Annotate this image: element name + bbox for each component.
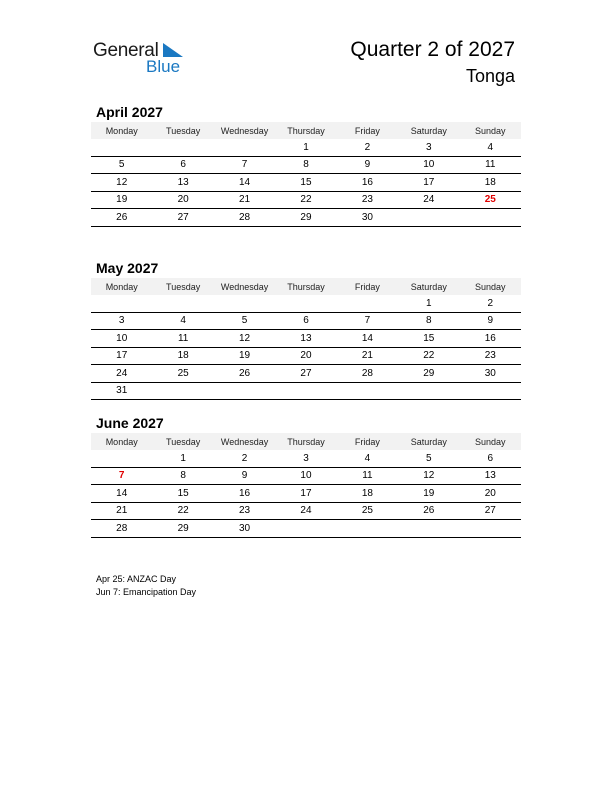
week-row	[91, 174, 521, 192]
week-row	[91, 502, 521, 520]
holiday-day-cell: 7	[91, 467, 152, 485]
day-cell: 29	[275, 209, 336, 227]
week-row	[91, 450, 521, 467]
day-cell: 10	[91, 330, 152, 348]
holiday-notes	[96, 573, 196, 599]
day-cell: 18	[460, 174, 521, 192]
empty-day-cell	[460, 520, 521, 538]
day-cell: 17	[398, 174, 459, 192]
weekday-header: Tuesday	[152, 122, 213, 139]
day-cell: 1	[275, 139, 336, 156]
day-cell: 26	[398, 502, 459, 520]
day-cell: 13	[152, 174, 213, 192]
empty-day-cell	[460, 382, 521, 400]
day-cell: 2	[337, 139, 398, 156]
weekday-header: Saturday	[398, 433, 459, 450]
day-cell: 13	[275, 330, 336, 348]
day-cell: 29	[152, 520, 213, 538]
weekday-header-row	[91, 278, 521, 295]
calendar-table	[91, 122, 521, 227]
empty-day-cell	[152, 295, 213, 312]
weekday-header: Saturday	[398, 122, 459, 139]
day-cell: 20	[460, 485, 521, 503]
logo-text-general: General	[93, 40, 159, 61]
week-row	[91, 520, 521, 538]
holiday-note: Jun 7: Emancipation Day	[96, 587, 197, 597]
month-calendar-june	[91, 414, 521, 538]
day-cell: 4	[460, 139, 521, 156]
day-cell: 21	[91, 502, 152, 520]
day-cell: 9	[214, 467, 275, 485]
day-cell: 2	[460, 295, 521, 312]
day-cell: 8	[398, 312, 459, 330]
week-row	[91, 139, 521, 156]
day-cell: 10	[275, 467, 336, 485]
weekday-header: Thursday	[275, 433, 336, 450]
day-cell: 23	[460, 347, 521, 365]
day-cell: 27	[152, 209, 213, 227]
day-cell: 5	[91, 156, 152, 174]
day-cell: 23	[337, 191, 398, 209]
calendar-table	[91, 278, 521, 400]
weekday-header: Wednesday	[214, 278, 275, 295]
week-row	[91, 382, 521, 400]
logo	[93, 40, 193, 80]
week-row	[91, 347, 521, 365]
month-title: April 2027	[96, 104, 163, 120]
day-cell: 24	[398, 191, 459, 209]
day-cell: 12	[214, 330, 275, 348]
day-cell: 21	[214, 191, 275, 209]
day-cell: 11	[152, 330, 213, 348]
week-row	[91, 365, 521, 383]
weekday-header: Monday	[91, 278, 152, 295]
day-cell: 6	[275, 312, 336, 330]
day-cell: 30	[460, 365, 521, 383]
day-cell: 28	[337, 365, 398, 383]
empty-day-cell	[398, 209, 459, 227]
day-cell: 3	[275, 450, 336, 467]
day-cell: 22	[152, 502, 213, 520]
empty-day-cell	[214, 139, 275, 156]
empty-day-cell	[91, 139, 152, 156]
day-cell: 27	[275, 365, 336, 383]
day-cell: 20	[275, 347, 336, 365]
weekday-header: Tuesday	[152, 433, 213, 450]
day-cell: 4	[337, 450, 398, 467]
week-row	[91, 295, 521, 312]
month-calendar-april	[91, 103, 521, 227]
month-title: June 2027	[96, 415, 164, 431]
weekday-header: Wednesday	[214, 433, 275, 450]
day-cell: 6	[152, 156, 213, 174]
day-cell: 2	[214, 450, 275, 467]
empty-day-cell	[398, 520, 459, 538]
day-cell: 25	[152, 365, 213, 383]
day-cell: 22	[398, 347, 459, 365]
day-cell: 30	[214, 520, 275, 538]
calendar-table	[91, 433, 521, 538]
day-cell: 17	[91, 347, 152, 365]
day-cell: 16	[337, 174, 398, 192]
day-cell: 27	[460, 502, 521, 520]
weekday-header: Wednesday	[214, 122, 275, 139]
day-cell: 24	[91, 365, 152, 383]
day-cell: 17	[275, 485, 336, 503]
day-cell: 8	[275, 156, 336, 174]
day-cell: 15	[398, 330, 459, 348]
day-cell: 21	[337, 347, 398, 365]
day-cell: 16	[460, 330, 521, 348]
day-cell: 16	[214, 485, 275, 503]
empty-day-cell	[337, 520, 398, 538]
day-cell: 3	[91, 312, 152, 330]
country-name: Tonga	[465, 66, 515, 86]
day-cell: 15	[275, 174, 336, 192]
empty-day-cell	[398, 382, 459, 400]
day-cell: 18	[337, 485, 398, 503]
day-cell: 28	[214, 209, 275, 227]
day-cell: 4	[152, 312, 213, 330]
day-cell: 25	[337, 502, 398, 520]
empty-day-cell	[275, 382, 336, 400]
day-cell: 1	[152, 450, 213, 467]
logo-text-blue: Blue	[146, 57, 181, 76]
day-cell: 5	[214, 312, 275, 330]
week-row	[91, 191, 521, 209]
day-cell: 24	[275, 502, 336, 520]
empty-day-cell	[214, 295, 275, 312]
day-cell: 26	[214, 365, 275, 383]
weekday-header: Sunday	[460, 278, 521, 295]
day-cell: 28	[91, 520, 152, 538]
day-cell: 9	[337, 156, 398, 174]
day-cell: 22	[275, 191, 336, 209]
day-cell: 12	[91, 174, 152, 192]
empty-day-cell	[152, 139, 213, 156]
day-cell: 19	[91, 191, 152, 209]
week-row	[91, 485, 521, 503]
week-row	[91, 209, 521, 227]
week-row	[91, 467, 521, 485]
holiday-day-cell: 25	[460, 191, 521, 209]
empty-day-cell	[275, 520, 336, 538]
day-cell: 9	[460, 312, 521, 330]
day-cell: 23	[214, 502, 275, 520]
empty-day-cell	[152, 382, 213, 400]
day-cell: 3	[398, 139, 459, 156]
empty-day-cell	[214, 382, 275, 400]
day-cell: 12	[398, 467, 459, 485]
holiday-note: Apr 25: ANZAC Day	[96, 574, 177, 584]
day-cell: 29	[398, 365, 459, 383]
day-cell: 14	[337, 330, 398, 348]
month-title: May 2027	[96, 260, 159, 276]
empty-day-cell	[337, 382, 398, 400]
weekday-header: Tuesday	[152, 278, 213, 295]
day-cell: 7	[337, 312, 398, 330]
day-cell: 20	[152, 191, 213, 209]
weekday-header: Friday	[337, 278, 398, 295]
weekday-header: Friday	[337, 433, 398, 450]
weekday-header: Monday	[91, 433, 152, 450]
day-cell: 14	[91, 485, 152, 503]
weekday-header: Friday	[337, 122, 398, 139]
day-cell: 15	[152, 485, 213, 503]
day-cell: 7	[214, 156, 275, 174]
weekday-header: Sunday	[460, 122, 521, 139]
day-cell: 19	[214, 347, 275, 365]
empty-day-cell	[337, 295, 398, 312]
empty-day-cell	[91, 450, 152, 467]
day-cell: 14	[214, 174, 275, 192]
day-cell: 31	[91, 382, 152, 400]
day-cell: 18	[152, 347, 213, 365]
day-cell: 30	[337, 209, 398, 227]
day-cell: 11	[337, 467, 398, 485]
page-title: Quarter 2 of 2027	[350, 38, 515, 61]
weekday-header: Saturday	[398, 278, 459, 295]
day-cell: 10	[398, 156, 459, 174]
day-cell: 26	[91, 209, 152, 227]
empty-day-cell	[91, 295, 152, 312]
day-cell: 8	[152, 467, 213, 485]
day-cell: 13	[460, 467, 521, 485]
empty-day-cell	[460, 209, 521, 227]
week-row	[91, 330, 521, 348]
weekday-header: Thursday	[275, 122, 336, 139]
weekday-header: Monday	[91, 122, 152, 139]
empty-day-cell	[275, 295, 336, 312]
weekday-header: Thursday	[275, 278, 336, 295]
week-row	[91, 312, 521, 330]
week-row	[91, 156, 521, 174]
day-cell: 11	[460, 156, 521, 174]
weekday-header-row	[91, 122, 521, 139]
weekday-header-row	[91, 433, 521, 450]
day-cell: 1	[398, 295, 459, 312]
day-cell: 19	[398, 485, 459, 503]
day-cell: 6	[460, 450, 521, 467]
day-cell: 5	[398, 450, 459, 467]
month-calendar-may	[91, 259, 521, 400]
weekday-header: Sunday	[460, 433, 521, 450]
